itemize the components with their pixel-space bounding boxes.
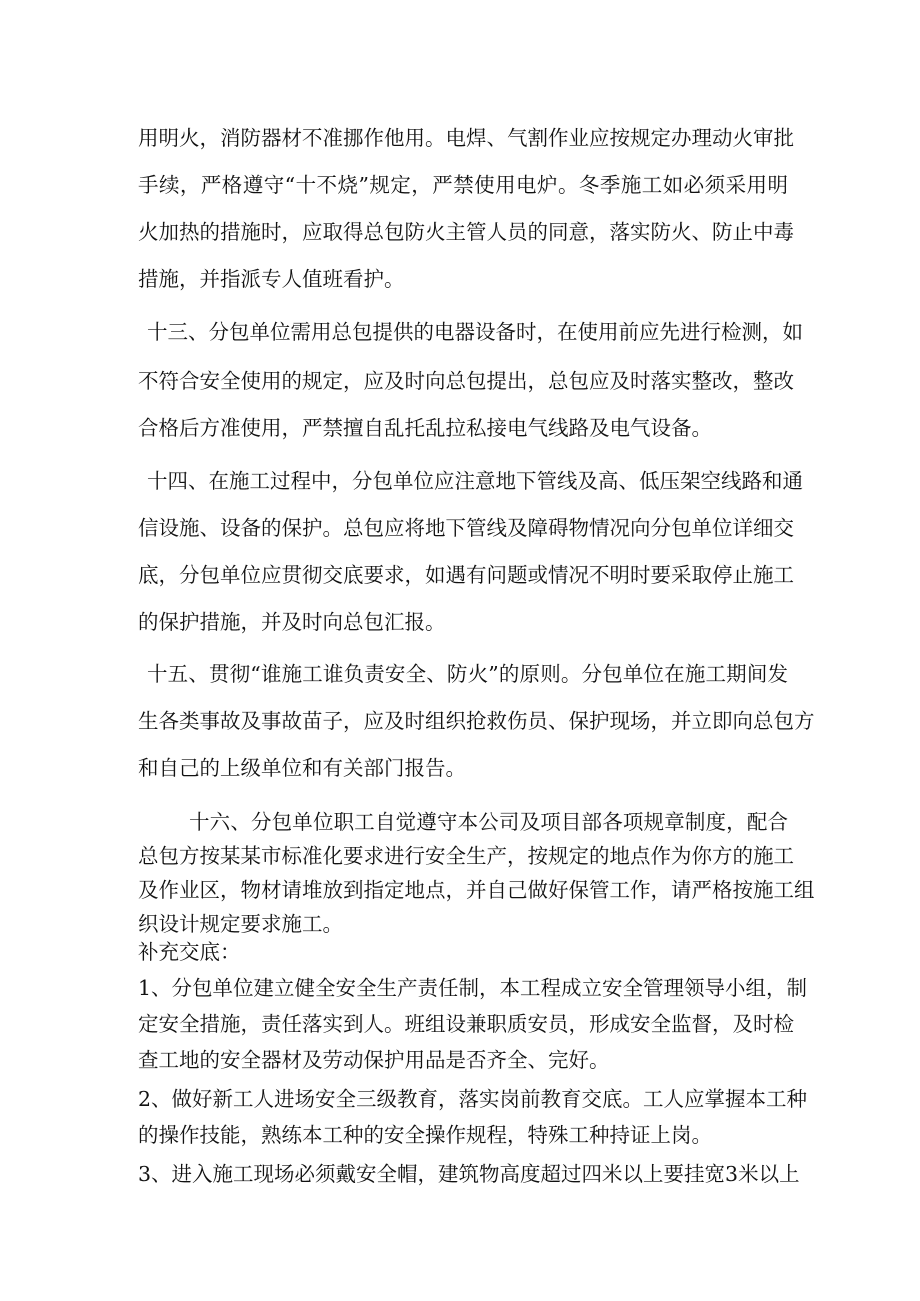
clause-14-line: 底，分包单位应贯彻交底要求，如遇有问题或情况不明时要采取停止施工 [138, 563, 794, 587]
paragraph-line: 措施，并指派专人值班看护。 [138, 267, 405, 291]
clause-15-line: 十五、贯彻“谁施工谁负责安全、防火”的原则。分包单位在施工期间发 [147, 662, 788, 686]
clause-16-line: 总包方按某某市标准化要求进行安全生产，按规定的地点作为你方的施工 [138, 844, 794, 868]
supplement-item-1-line: 1、分包单位建立健全安全生产责任制，本工程成立安全管理领导小组，制 [138, 976, 808, 1000]
supplement-heading: 补充交底： [138, 940, 241, 964]
clause-14-line: 十四、在施工过程中，分包单位应注意地下管线及高、低压架空线路和通 [147, 469, 803, 493]
clause-14-line: 信设施、设备的保护。总包应将地下管线及障碍物情况向分包单位详细交 [138, 516, 794, 540]
clause-16-line: 十六、分包单位职工自觉遵守本公司及项目部各项规章制度，配合 [189, 810, 788, 834]
clause-14-line: 的保护措施，并及时向总包汇报。 [138, 610, 446, 634]
supplement-item-1-line: 定安全措施，责任落实到人。班组设兼职质安员，形成安全监督，及时检 [138, 1012, 794, 1036]
clause-13-line: 十三、分包单位需用总包提供的电器设备时，在使用前应先进行检测，如 [147, 320, 803, 344]
supplement-item-2-line: 2、做好新工人进场安全三级教育，落实岗前教育交底。工人应掌握本工种 [138, 1087, 808, 1111]
clause-15-line: 生各类事故及事故苗子，应及时组织抢救伤员、保护现场，并立即向总包方 [138, 709, 815, 733]
paragraph-line: 火加热的措施时，应取得总包防火主管人员的同意，落实防火、防止中毒 [138, 220, 794, 244]
clause-13-line: 不符合安全使用的规定，应及时向总包提出，总包应及时落实整改，整改 [138, 369, 794, 393]
clause-16-line: 织设计规定要求施工。 [138, 912, 343, 936]
clause-15-line: 和自己的上级单位和有关部门报告。 [138, 756, 466, 780]
supplement-item-2-line: 的操作技能，熟练本工种的安全操作规程，特殊工种持证上岗。 [138, 1123, 712, 1147]
supplement-item-1-line: 查工地的安全器材及劳动保护用品是否齐全、完好。 [138, 1048, 610, 1072]
paragraph-line: 手续，严格遵守“十不烧”规定，严禁使用电炉。冬季施工如必须采用明 [138, 173, 788, 197]
paragraph-line: 用明火，消防器材不准挪作他用。电焊、气割作业应按规定办理动火审批 [138, 126, 794, 150]
clause-16-line: 及作业区，物材请堆放到指定地点，并自己做好保管工作，请严格按施工组 [138, 878, 815, 902]
supplement-item-3-line: 3、进入施工现场必须戴安全帽，建筑物高度超过四米以上要挂宽3米以上 [138, 1162, 800, 1186]
clause-13-line: 合格后方准使用，严禁擅自乱托乱拉私接电气线路及电气设备。 [138, 416, 712, 440]
